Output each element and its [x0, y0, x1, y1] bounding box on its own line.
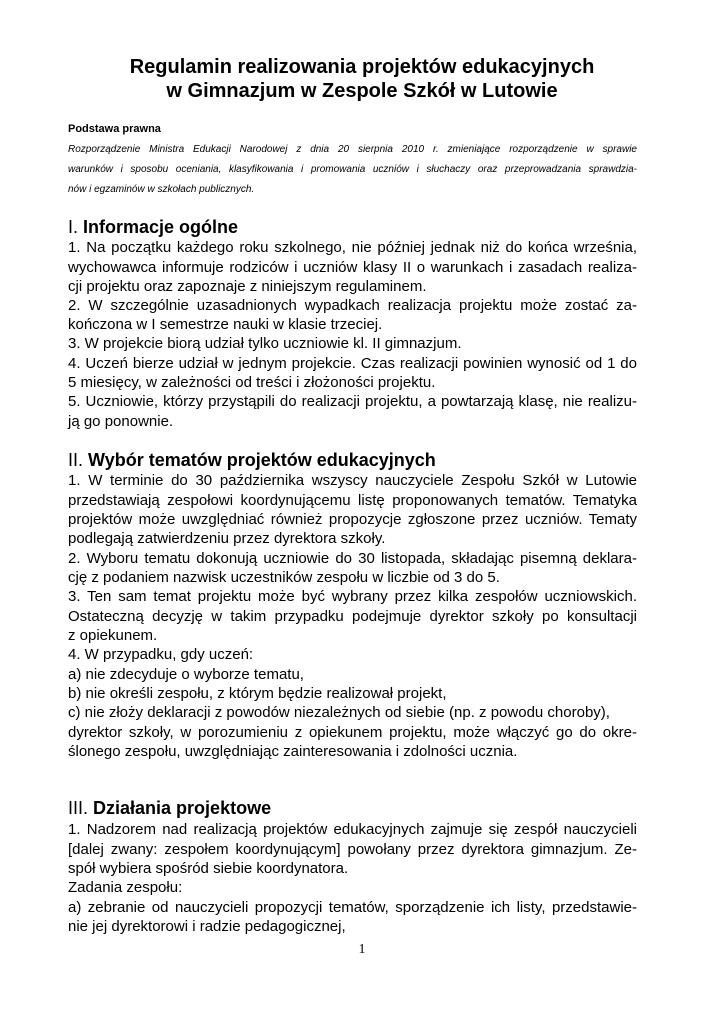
section-title: Wybór tematów projektów edukacyjnych — [88, 450, 436, 470]
section-heading — [68, 797, 271, 819]
paragraph-line: b) nie określi zespołu, z którym będzie realizował projekt, — [68, 685, 447, 702]
document-title — [0, 55, 724, 103]
paragraph-line: a) zebranie od nauczycieli propozycji tematów, sporządzenie ich listy, przedstawie- — [68, 899, 637, 916]
paragraph-line: 3. W projekcie biorą udział tylko uczniowie kl. II gimnazjum. — [68, 335, 462, 352]
paragraph-line: ślonego zespołu, uwzględniając zainteresowania i zdolności ucznia. — [68, 743, 518, 760]
paragraph-line: Ostateczną decyzję w takim przypadku podejmuje dyrektor szkoły po konsultacji — [68, 608, 637, 625]
paragraph-line: 1. Na początku każdego roku szkolnego, nie później jednak niż do końca września, — [68, 239, 637, 256]
paragraph-line: 5. Uczniowie, którzy przystąpili do realizacji projektu, a powtarzają klasę, nie realizu- — [68, 393, 637, 410]
paragraph-line: 2. Wyboru tematu dokonują uczniowie do 30 listopada, składając pisemną deklara- — [68, 550, 637, 567]
section-heading — [68, 449, 436, 471]
section-title: Działania projektowe — [93, 798, 272, 818]
paragraph-line: 3. Ten sam temat projektu może być wybrany przez kilka zespołów uczniowskich. — [68, 588, 637, 605]
section-number: III. — [68, 798, 89, 818]
section-title: Informacje ogólne — [83, 217, 239, 237]
section-number: I. — [68, 217, 79, 237]
paragraph-line: przedstawiają zespołowi koordynującemu listę proponowanych tematów. Tematyka — [68, 492, 637, 509]
paragraph-line: spół wybiera spośród siebie koordynatora. — [68, 860, 349, 877]
paragraph-line: dyrektor szkoły, w porozumieniu z opiekunem projektu, może włączyć go do okre- — [68, 724, 637, 741]
paragraph-line: nie jej dyrektorowi i radzie pedagogicznej, — [68, 918, 346, 935]
paragraph-line: z opiekunem. — [68, 627, 158, 644]
paragraph-line: Zadania zespołu: — [68, 879, 183, 896]
title-line-1: Regulamin realizowania projektów edukacyjnych — [129, 56, 595, 78]
paragraph-line: projektów może uwzględniać również propozycje zgłoszone przez uczniów. Tematy — [68, 511, 637, 528]
title-line-2: w Gimnazjum w Zespole Szkół w Lutowie — [166, 80, 558, 102]
paragraph-line: ją go ponownie. — [68, 413, 174, 430]
paragraph-line: 4. W przypadku, gdy uczeń: — [68, 646, 254, 663]
paragraph-line: [dalej zwany: zespołem koordynującym] powołany przez dyrektora gimnazjum. Ze- — [68, 841, 637, 858]
paragraph-line: kończona w I semestrze nauki w klasie trzeciej. — [68, 316, 383, 333]
paragraph-line: 1. Nadzorem nad realizacją projektów edukacyjnych zajmuje się zespół nauczycieli — [68, 821, 637, 838]
section-heading — [68, 216, 238, 238]
paragraph-line: 5 miesięcy, w zależności od treści i złożoności projektu. — [68, 374, 436, 391]
page-number: 1 — [358, 942, 366, 957]
legal-basis-line: Rozporządzenie Ministra Edukacji Narodowej z dnia 20 sierpnia 2010 r. zmieniające rozporządzenie w sprawie — [68, 144, 637, 155]
legal-basis-heading: Podstawa prawna — [68, 123, 161, 135]
paragraph-line: podlegają zatwierdzeniu przez dyrektora szkoły. — [68, 530, 386, 547]
paragraph-line: 1. W terminie do 30 października wszyscy nauczyciele Zespołu Szkół w Lutowie — [68, 472, 637, 489]
legal-basis-line: nów i egzaminów w szkołach publicznych. — [68, 184, 255, 195]
paragraph-line: wychowawca informuje rodziców i uczniów klasy II o warunkach i zasadach realiza- — [68, 259, 637, 276]
paragraph-line: 2. W szczególnie uzasadnionych wypadkach realizacja projektu może zostać za- — [68, 297, 637, 314]
paragraph-line: cję z podaniem nazwisk uczestników zespołu w liczbie od 3 do 5. — [68, 569, 500, 586]
section-number: II. — [68, 450, 84, 470]
paragraph-line: 4. Uczeń bierze udział w jednym projekcie. Czas realizacji powinien wynosić od 1 do — [68, 355, 637, 372]
paragraph-line: cji projektu oraz zapoznaje z niniejszym regulaminem. — [68, 278, 427, 295]
paragraph-line: c) nie złoży deklaracji z powodów niezależnych od siebie (np. z powodu choroby), — [68, 704, 610, 721]
paragraph-line: a) nie zdecyduje o wyborze tematu, — [68, 666, 304, 683]
legal-basis-line: warunków i sposobu oceniania, klasyfikowania i promowania uczniów i słuchaczy oraz przeprowadzania sprawdzia- — [68, 164, 637, 175]
